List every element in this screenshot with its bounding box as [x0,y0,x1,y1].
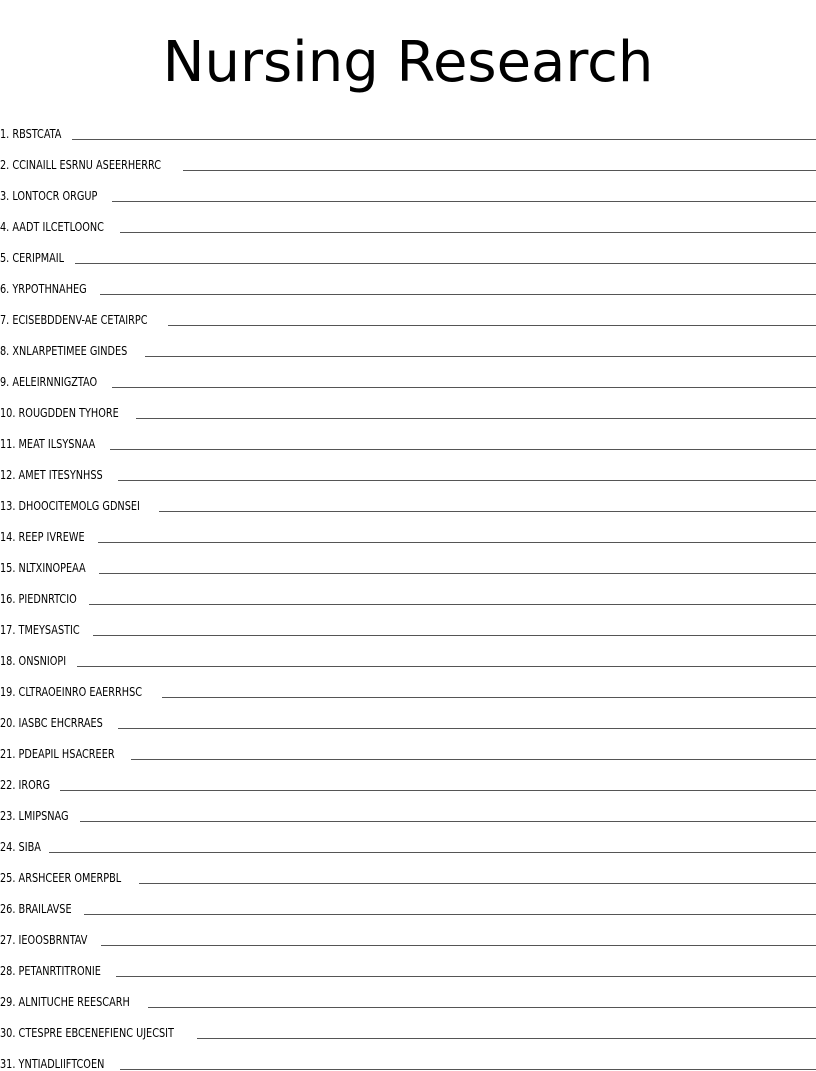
scrambled-word [0,406,119,420]
item-number: 28. [0,964,16,978]
list-item [0,296,816,327]
item-letters: ONSNIOPI [18,654,67,668]
item-number: 9. [0,375,10,389]
item-number: 21. [0,747,16,761]
answer-blank-line[interactable] [99,573,816,574]
scrambled-word [0,1026,174,1040]
item-number: 24. [0,840,16,854]
item-number: 19. [0,685,16,699]
answer-blank-line[interactable] [60,790,816,791]
list-item [0,172,816,203]
list-item [0,761,816,792]
item-letters: AADT ILCETLOONC [12,220,104,234]
list-item [0,637,816,668]
list-item [0,606,816,637]
answer-blank-line[interactable] [112,387,816,388]
item-number: 6. [0,282,10,296]
list-item [0,544,816,575]
answer-blank-line[interactable] [89,604,816,605]
scrambled-word [0,220,104,234]
answer-blank-line[interactable] [77,666,816,667]
item-letters: YNTIADLIIFTCOEN [18,1057,105,1071]
list-item [0,203,816,234]
item-number: 2. [0,158,10,172]
scrambled-word [0,716,103,730]
answer-blank-line[interactable] [100,294,816,295]
answer-blank-line[interactable] [145,356,816,357]
item-number: 27. [0,933,16,947]
item-number: 5. [0,251,10,265]
item-letters: ROUGDDEN TYHORE [18,406,119,420]
item-number: 26. [0,902,16,916]
item-number: 25. [0,871,16,885]
list-item [0,575,816,606]
scrambled-word [0,995,130,1009]
list-item [0,482,816,513]
item-letters: ALNITUCHE REESCARH [18,995,130,1009]
item-letters: ECISEBDDENV-AE CETAIRPC [12,313,148,327]
answer-blank-line[interactable] [75,263,816,264]
scrambled-word [0,282,87,296]
item-letters: RBSTCATA [12,127,62,141]
list-item [0,699,816,730]
scrambled-word [0,127,61,141]
item-number: 13. [0,499,16,513]
answer-blank-line[interactable] [120,1069,816,1070]
answer-blank-line[interactable] [112,201,816,202]
item-number: 16. [0,592,16,606]
item-letters: IEOOSBRNTAV [18,933,88,947]
item-letters: LONTOCR ORGUP [12,189,98,203]
answer-blank-line[interactable] [136,418,816,419]
item-number: 29. [0,995,16,1009]
item-letters: BRAILAVSE [18,902,72,916]
list-item [0,792,816,823]
item-letters: CTESPRE EBCENEFIENC UJECSIT [18,1026,174,1040]
item-letters: PETANRTITRONIE [18,964,101,978]
scrambled-word [0,964,101,978]
answer-blank-line[interactable] [159,511,816,512]
item-number: 17. [0,623,16,637]
item-letters: REEP IVREWE [18,530,85,544]
list-item [0,451,816,482]
list-item [0,141,816,172]
item-letters: YRPOTHNAHEG [12,282,87,296]
item-number: 4. [0,220,10,234]
answer-blank-line[interactable] [84,914,816,915]
list-item [0,668,816,699]
scrambled-word [0,654,66,668]
item-letters: SIBA [18,840,41,854]
scrambled-word [0,375,97,389]
item-number: 31. [0,1057,16,1071]
scrambled-word [0,809,68,823]
scrambled-word [0,592,77,606]
item-number: 3. [0,189,10,203]
item-number: 12. [0,468,16,482]
item-number: 8. [0,344,10,358]
scrambled-word [0,313,148,327]
item-number: 1. [0,127,10,141]
scrambled-word [0,685,142,699]
list-item [0,234,816,265]
list-item [0,420,816,451]
item-number: 7. [0,313,10,327]
item-number: 15. [0,561,16,575]
answer-blank-line[interactable] [148,1007,816,1008]
scrambled-word [0,623,80,637]
scrambled-word [0,499,140,513]
list-item [0,327,816,358]
item-letters: PDEAPIL HSACREER [18,747,115,761]
list-item [0,978,816,1009]
answer-blank-line[interactable] [101,945,816,946]
item-letters: LMIPSNAG [18,809,69,823]
list-item [0,854,816,885]
page-title: Nursing Research [162,30,654,95]
item-number: 18. [0,654,16,668]
answer-blank-line[interactable] [72,139,816,140]
answer-blank-line[interactable] [183,170,816,171]
item-number: 10. [0,406,16,420]
answer-blank-line[interactable] [98,542,816,543]
item-number: 23. [0,809,16,823]
scrambled-word [0,778,50,792]
item-letters: CLTRAOEINRO EAERRHSC [18,685,143,699]
item-letters: AELEIRNNIGZTAO [12,375,98,389]
item-letters: MEAT ILSYSNAA [18,437,96,451]
scrambled-word [0,871,121,885]
list-item [0,1009,816,1040]
answer-blank-line[interactable] [116,976,816,977]
list-item [0,513,816,544]
item-number: 20. [0,716,16,730]
scrambled-word [0,933,87,947]
list-item [0,885,816,916]
list-item [0,730,816,761]
item-letters: IASBC EHCRRAES [18,716,103,730]
scrambled-word [0,561,86,575]
item-number: 14. [0,530,16,544]
item-number: 30. [0,1026,16,1040]
answer-blank-line[interactable] [162,697,816,698]
item-letters: IRORG [18,778,51,792]
answer-blank-line[interactable] [80,821,816,822]
item-number: 11. [0,437,16,451]
scrambled-word [0,530,85,544]
scrambled-word [0,251,64,265]
list-item [0,947,816,978]
answer-blank-line[interactable] [49,852,816,853]
scrambled-word [0,189,97,203]
answer-blank-line[interactable] [120,232,816,233]
list-item [0,110,816,141]
scrambled-word [0,1057,104,1071]
scrambled-word [0,468,103,482]
scramble-list [0,110,816,1071]
item-letters: DHOOCITEMOLG GDNSEI [18,499,140,513]
scrambled-word [0,158,161,172]
list-item [0,823,816,854]
answer-blank-line[interactable] [118,728,816,729]
item-letters: AMET ITESYNHSS [18,468,103,482]
answer-blank-line[interactable] [110,449,816,450]
answer-blank-line[interactable] [139,883,816,884]
list-item [0,916,816,947]
scrambled-word [0,840,41,854]
item-letters: CCINAILL ESRNU ASEERHERRC [12,158,162,172]
list-item [0,389,816,420]
answer-blank-line[interactable] [131,759,816,760]
item-number: 22. [0,778,16,792]
item-letters: PIEDNRTCIO [18,592,77,606]
answer-blank-line[interactable] [118,480,816,481]
list-item [0,265,816,296]
item-letters: CERIPMAIL [12,251,65,265]
item-letters: NLTXINOPEAA [18,561,86,575]
scrambled-word [0,344,127,358]
scrambled-word [0,437,95,451]
answer-blank-line[interactable] [197,1038,816,1039]
item-letters: ARSHCEER OMERPBL [18,871,122,885]
answer-blank-line[interactable] [168,325,816,326]
item-letters: XNLARPETIMEE GINDES [12,344,128,358]
list-item [0,358,816,389]
scrambled-word [0,902,72,916]
scrambled-word [0,747,115,761]
answer-blank-line[interactable] [93,635,816,636]
item-letters: TMEYSASTIC [18,623,80,637]
